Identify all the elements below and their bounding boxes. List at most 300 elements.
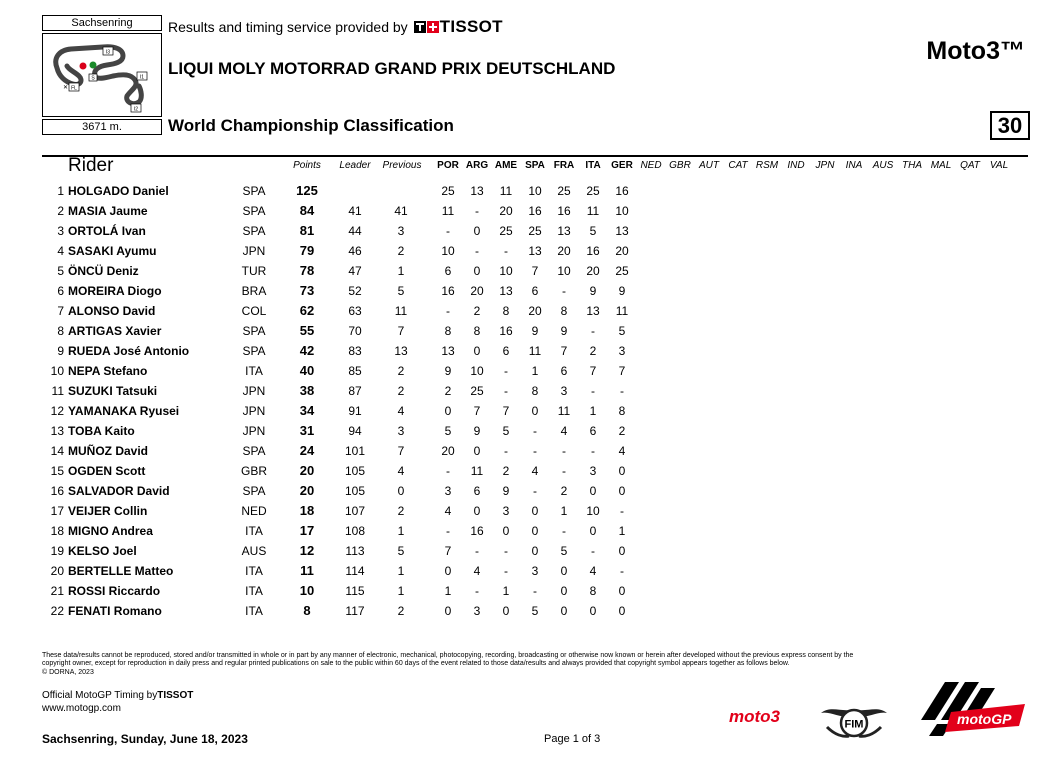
- race-points-spa: 4: [531, 464, 539, 478]
- race-points-fra: 6: [560, 364, 568, 378]
- race-points-arg: 0: [473, 224, 481, 238]
- rider-gap-previous: 0: [397, 484, 405, 498]
- rider-nation: SPA: [242, 484, 266, 498]
- race-points-fra: 9: [560, 324, 568, 338]
- race-points-spa: 20: [528, 304, 542, 318]
- rider-gap-previous: 3: [397, 424, 405, 438]
- header-race-ned: NED: [640, 160, 662, 171]
- rider-position: 16: [50, 484, 64, 498]
- header-race-por: POR: [437, 160, 459, 171]
- table-row: [0, 601, 1045, 621]
- race-points-ita: 20: [586, 264, 600, 278]
- race-points-por: 8: [444, 324, 452, 338]
- race-points-fra: 0: [560, 604, 568, 618]
- race-points-spa: -: [533, 584, 537, 598]
- race-points-spa: 25: [528, 224, 542, 238]
- header-race-cat: CAT: [728, 160, 748, 171]
- race-points-fra: 7: [560, 344, 568, 358]
- map-label-i2: I2: [133, 106, 139, 113]
- race-points-ita: 5: [589, 224, 597, 238]
- race-points-por: -: [446, 464, 450, 478]
- rider-nation: SPA: [242, 344, 266, 358]
- rider-points: 78: [299, 263, 315, 278]
- race-points-arg: 13: [470, 184, 484, 198]
- race-points-fra: 13: [557, 224, 571, 238]
- race-points-ita: 1: [589, 404, 597, 418]
- disclaimer-line: copyright owner, except for reproduction in daily press and regular printed publications on sale to the public within 60 days of the event related to those data/results and always provided that copyright symbol appears together as follows below.: [42, 660, 790, 668]
- tissot-t-icon: [414, 21, 426, 33]
- race-points-spa: 0: [531, 504, 539, 518]
- rider-points: 11: [300, 563, 314, 578]
- rider-gap-leader: 70: [348, 324, 362, 338]
- race-points-ame: 0: [502, 604, 510, 618]
- race-points-ame: 9: [502, 484, 510, 498]
- table-row: [0, 441, 1045, 461]
- rider-points: 84: [299, 203, 315, 218]
- rider-gap-leader: 94: [348, 424, 362, 438]
- race-points-ger: 13: [615, 224, 629, 238]
- race-points-arg: -: [475, 544, 479, 558]
- rider-nation: GBR: [240, 464, 267, 478]
- rider-name: MOREIRA Diogo: [68, 284, 162, 298]
- rider-position: 21: [50, 584, 64, 598]
- rider-points: 20: [299, 483, 315, 498]
- table-row: [0, 401, 1045, 421]
- rider-gap-leader: 87: [348, 384, 362, 398]
- rider-nation: JPN: [242, 384, 266, 398]
- rider-nation: SPA: [242, 324, 266, 338]
- rider-name: FENATI Romano: [68, 604, 162, 618]
- circuit-length: 3671 m.: [42, 119, 162, 135]
- race-points-fra: 25: [557, 184, 571, 198]
- rider-gap-previous: 1: [397, 584, 405, 598]
- rider-nation: BRA: [241, 284, 267, 298]
- table-row: [0, 181, 1045, 201]
- map-label-fl: ✕: [63, 85, 69, 91]
- race-points-por: 2: [444, 384, 452, 398]
- tissot-brand: TISSOT: [439, 17, 503, 36]
- race-points-por: 0: [444, 604, 452, 618]
- race-points-por: -: [446, 304, 450, 318]
- race-points-ger: 0: [618, 604, 626, 618]
- race-points-por: 9: [444, 364, 452, 378]
- race-points-ita: 6: [589, 424, 597, 438]
- race-points-ita: 3: [589, 464, 597, 478]
- standings-table: [0, 181, 1045, 621]
- race-points-spa: 0: [531, 404, 539, 418]
- rider-gap-leader: 105: [344, 464, 366, 478]
- race-points-por: 6: [444, 264, 452, 278]
- race-points-fra: 2: [560, 484, 568, 498]
- rider-position: 11: [51, 384, 64, 398]
- race-points-ita: 10: [586, 504, 600, 518]
- race-points-arg: 8: [473, 324, 481, 338]
- rider-name: SUZUKI Tatsuki: [68, 384, 158, 398]
- rider-gap-previous: 11: [394, 304, 408, 318]
- race-points-spa: 0: [531, 544, 539, 558]
- rider-nation: TUR: [241, 264, 267, 278]
- rider-gap-leader: 105: [344, 484, 366, 498]
- rider-gap-previous: 2: [397, 504, 405, 518]
- table-row: [0, 561, 1045, 581]
- table-row: [0, 481, 1045, 501]
- rider-name: KELSO Joel: [68, 544, 137, 558]
- table-row: [0, 241, 1045, 261]
- race-points-fra: -: [562, 524, 566, 538]
- rider-gap-previous: 7: [397, 444, 405, 458]
- rider-points: 81: [299, 223, 315, 238]
- race-points-fra: 8: [560, 304, 568, 318]
- race-points-por: 25: [441, 184, 455, 198]
- race-points-fra: 5: [560, 544, 568, 558]
- race-points-spa: -: [533, 424, 537, 438]
- rider-name: HOLGADO Daniel: [68, 184, 169, 198]
- table-row: [0, 201, 1045, 221]
- race-points-spa: 3: [531, 564, 539, 578]
- race-points-spa: -: [533, 444, 537, 458]
- moto3-logo: [727, 702, 791, 728]
- table-row: [0, 501, 1045, 521]
- race-points-ita: 8: [589, 584, 597, 598]
- race-points-por: -: [446, 224, 450, 238]
- map-label-i1: I1: [139, 74, 145, 81]
- race-points-ame: 8: [502, 304, 510, 318]
- map-label-fl-text: FL: [71, 85, 77, 92]
- race-points-ame: 2: [502, 464, 510, 478]
- rider-points: 20: [299, 463, 315, 478]
- rider-position: 6: [57, 284, 64, 298]
- race-points-ita: 11: [586, 204, 600, 218]
- timing-provider: [168, 17, 503, 37]
- rider-name: ORTOLÁ Ivan: [68, 224, 146, 238]
- rider-gap-leader: 46: [348, 244, 362, 258]
- rider-gap-previous: 2: [397, 244, 405, 258]
- race-points-por: 11: [441, 204, 455, 218]
- race-points-ita: 0: [589, 524, 597, 538]
- disclaimer-line: These data/results cannot be reproduced, stored and/or transmitted in whole or in part by any manner of electronic, mechanical, photocopying, recording, broadcasting or otherwise now known or herein after developed without the previous express consent by the: [42, 652, 854, 659]
- race-points-arg: -: [475, 584, 479, 598]
- rider-nation: NED: [241, 504, 267, 518]
- location-date: Sachsenring, Sunday, June 18, 2023: [42, 732, 248, 746]
- table-row: [0, 301, 1045, 321]
- race-points-spa: 13: [528, 244, 542, 258]
- moto3-logo-text: moto3: [729, 707, 780, 726]
- fim-logo-text: FIM: [844, 718, 864, 731]
- race-points-arg: 4: [473, 564, 481, 578]
- header-previous: Previous: [382, 160, 422, 171]
- classification-title: World Championship Classification: [168, 116, 454, 135]
- race-points-ame: 10: [499, 264, 513, 278]
- map-label-i3: I3: [105, 49, 111, 56]
- race-points-ame: -: [504, 244, 508, 258]
- table-row: [0, 321, 1045, 341]
- rider-position: 7: [57, 304, 64, 318]
- race-points-ger: 7: [618, 364, 626, 378]
- rider-name: MUÑOZ David: [68, 444, 149, 458]
- race-points-spa: 6: [531, 284, 539, 298]
- rider-nation: ITA: [245, 564, 263, 578]
- race-points-ita: -: [591, 384, 595, 398]
- header-race-arg: ARG: [465, 160, 489, 171]
- race-points-fra: 3: [560, 384, 568, 398]
- race-points-por: -: [446, 524, 450, 538]
- race-points-ger: 11: [615, 304, 629, 318]
- race-points-ger: 5: [618, 324, 626, 338]
- rider-name: NEPA Stefano: [68, 364, 148, 378]
- swiss-cross-icon: [427, 21, 439, 33]
- race-points-por: 4: [444, 504, 452, 518]
- rider-gap-previous: 2: [397, 604, 405, 618]
- race-points-ger: 16: [615, 184, 629, 198]
- race-points-ame: -: [504, 544, 508, 558]
- disclaimer-line: © DORNA, 2023: [42, 668, 94, 676]
- race-points-ame: 6: [502, 344, 510, 358]
- table-row: [0, 461, 1045, 481]
- race-points-fra: -: [562, 464, 566, 478]
- rider-gap-leader: 85: [348, 364, 362, 378]
- rider-gap-leader: 47: [348, 264, 362, 278]
- rider-position: 1: [57, 184, 64, 198]
- rider-gap-leader: 108: [344, 524, 366, 538]
- rider-gap-previous: 41: [394, 204, 408, 218]
- website-link[interactable]: www.motogp.com: [42, 703, 121, 714]
- rider-gap-leader: 114: [345, 564, 365, 578]
- page-number: Page 1 of 3: [544, 733, 601, 745]
- rider-name: OGDEN Scott: [68, 464, 146, 478]
- table-row: [0, 581, 1045, 601]
- rider-points: 12: [299, 543, 315, 558]
- race-points-ger: -: [620, 564, 624, 578]
- race-points-ita: 9: [589, 284, 597, 298]
- race-points-fra: 1: [560, 504, 568, 518]
- race-points-por: 1: [444, 584, 452, 598]
- race-points-arg: 25: [470, 384, 484, 398]
- fim-logo: [817, 699, 891, 741]
- official-prefix: Official MotoGP Timing by: [42, 690, 158, 701]
- rider-points: 42: [299, 343, 315, 358]
- race-points-por: 10: [441, 244, 455, 258]
- rider-gap-previous: 4: [397, 464, 405, 478]
- tissot-logo: [414, 17, 503, 37]
- copyright-disclaimer: [42, 652, 992, 677]
- race-points-arg: -: [475, 244, 479, 258]
- race-points-ger: -: [620, 504, 624, 518]
- table-row: [0, 381, 1045, 401]
- header-race-aut: AUT: [699, 160, 719, 171]
- rider-gap-leader: 44: [348, 224, 362, 238]
- rider-position: 15: [50, 464, 64, 478]
- rider-points: 55: [299, 323, 315, 338]
- rider-nation: AUS: [241, 544, 267, 558]
- race-points-fra: -: [562, 284, 566, 298]
- header-race-aus: AUS: [872, 160, 894, 171]
- race-points-spa: -: [533, 484, 537, 498]
- race-points-ame: 20: [499, 204, 513, 218]
- category-title: Moto3™: [926, 37, 1025, 65]
- rider-gap-leader: 41: [348, 204, 362, 218]
- table-row: [0, 281, 1045, 301]
- header-race-qat: QAT: [960, 160, 980, 171]
- rider-points: 17: [299, 523, 315, 538]
- race-points-ame: 7: [502, 404, 510, 418]
- provider-text: Results and timing service provided by: [168, 19, 408, 35]
- rider-gap-previous: 3: [397, 224, 405, 238]
- race-points-spa: 8: [531, 384, 539, 398]
- rider-points: 31: [299, 423, 315, 438]
- race-points-spa: 11: [528, 344, 542, 358]
- race-points-ame: 3: [502, 504, 510, 518]
- rider-gap-leader: 117: [345, 604, 365, 618]
- race-points-spa: 1: [531, 364, 539, 378]
- round-number: 30: [990, 111, 1030, 140]
- rider-gap-leader: 113: [345, 544, 365, 558]
- motogp-logo-text: motoGP: [957, 711, 1012, 727]
- rider-nation: SPA: [242, 444, 266, 458]
- race-points-fra: 10: [557, 264, 571, 278]
- race-points-arg: -: [475, 204, 479, 218]
- rider-position: 9: [57, 344, 64, 358]
- rider-name: RUEDA José Antonio: [68, 344, 190, 358]
- race-points-por: 13: [441, 344, 455, 358]
- race-points-ita: 0: [589, 484, 597, 498]
- race-points-ita: 7: [589, 364, 597, 378]
- race-points-ger: 0: [618, 484, 626, 498]
- race-points-ame: 16: [499, 324, 513, 338]
- rider-points: 34: [299, 403, 315, 418]
- rider-name: ARTIGAS Xavier: [68, 324, 162, 338]
- race-points-por: 7: [444, 544, 452, 558]
- race-points-arg: 0: [473, 444, 481, 458]
- rider-points: 10: [299, 583, 315, 598]
- rider-gap-previous: 7: [397, 324, 405, 338]
- rider-name: ALONSO David: [68, 304, 156, 318]
- table-row: [0, 261, 1045, 281]
- race-points-ger: 20: [615, 244, 629, 258]
- race-points-fra: 4: [560, 424, 568, 438]
- rider-name: TOBA Kaito: [68, 424, 135, 438]
- rider-gap-leader: 63: [348, 304, 362, 318]
- race-points-fra: 11: [557, 404, 571, 418]
- header-leader: Leader: [339, 160, 371, 171]
- rider-position: 13: [50, 424, 64, 438]
- rider-points: 125: [296, 183, 318, 198]
- rider-name: YAMANAKA Ryusei: [68, 404, 180, 418]
- table-row: [0, 221, 1045, 241]
- race-points-ame: 1: [502, 584, 510, 598]
- race-points-fra: -: [562, 444, 566, 458]
- race-points-ame: -: [504, 384, 508, 398]
- race-points-ger: 3: [618, 344, 626, 358]
- rider-nation: SPA: [242, 204, 266, 218]
- race-points-ame: 13: [499, 284, 513, 298]
- race-points-ger: 0: [618, 584, 626, 598]
- rider-name: SASAKI Ayumu: [68, 244, 157, 258]
- rider-points: 73: [299, 283, 315, 298]
- header-rider: Rider: [68, 155, 114, 176]
- rider-position: 2: [57, 204, 64, 218]
- race-points-arg: 20: [470, 284, 484, 298]
- rider-nation: ITA: [245, 524, 263, 538]
- race-points-ger: 8: [618, 404, 626, 418]
- motogp-logo: [911, 676, 1029, 740]
- race-points-arg: 9: [473, 424, 481, 438]
- race-points-ita: -: [591, 324, 595, 338]
- table-row: [0, 541, 1045, 561]
- race-points-arg: 3: [473, 604, 481, 618]
- rider-gap-leader: 83: [348, 344, 362, 358]
- rider-position: 10: [50, 364, 64, 378]
- header-race-fra: FRA: [553, 160, 575, 171]
- official-brand: TISSOT: [157, 690, 194, 701]
- race-points-por: 16: [441, 284, 455, 298]
- rider-nation: JPN: [242, 404, 266, 418]
- race-points-por: 3: [444, 484, 452, 498]
- rider-nation: SPA: [242, 184, 266, 198]
- race-points-spa: 7: [531, 264, 539, 278]
- race-points-ger: 10: [615, 204, 629, 218]
- rider-gap-previous: 1: [397, 264, 405, 278]
- rider-name: MASIA Jaume: [68, 204, 148, 218]
- race-points-fra: 20: [557, 244, 571, 258]
- rider-name: MIGNO Andrea: [68, 524, 153, 538]
- race-points-ita: 4: [589, 564, 597, 578]
- circuit-name: Sachsenring: [42, 15, 162, 31]
- race-points-spa: 16: [528, 204, 542, 218]
- race-points-fra: 16: [557, 204, 571, 218]
- rider-gap-previous: 13: [394, 344, 408, 358]
- race-points-ame: 11: [499, 184, 513, 198]
- header-race-ina: INA: [845, 160, 863, 171]
- race-points-arg: 7: [473, 404, 481, 418]
- rider-points: 62: [299, 303, 315, 318]
- rider-position: 12: [50, 404, 64, 418]
- race-points-fra: 0: [560, 564, 568, 578]
- race-points-ger: 25: [615, 264, 629, 278]
- race-points-ame: -: [504, 364, 508, 378]
- header-race-mal: MAL: [930, 160, 952, 171]
- race-points-por: 5: [444, 424, 452, 438]
- race-points-arg: 16: [470, 524, 484, 538]
- race-points-ita: 25: [586, 184, 600, 198]
- table-row: [0, 421, 1045, 441]
- race-points-por: 0: [444, 404, 452, 418]
- race-points-arg: 0: [473, 344, 481, 358]
- race-points-ger: 0: [618, 464, 626, 478]
- rider-position: 22: [50, 604, 64, 618]
- race-points-ger: 9: [618, 284, 626, 298]
- race-points-arg: 6: [473, 484, 481, 498]
- rider-points: 79: [299, 243, 315, 258]
- rider-name: ÖNCÜ Deniz: [68, 264, 139, 278]
- rider-points: 18: [299, 503, 315, 518]
- race-points-arg: 11: [470, 464, 484, 478]
- table-row: [0, 341, 1045, 361]
- race-points-ita: -: [591, 444, 595, 458]
- rider-nation: ITA: [245, 364, 263, 378]
- rider-nation: ITA: [245, 584, 263, 598]
- rider-gap-previous: 1: [397, 524, 405, 538]
- table-row: [0, 521, 1045, 541]
- rider-points: 24: [299, 443, 315, 458]
- race-points-arg: 2: [473, 304, 481, 318]
- rider-nation: SPA: [242, 224, 266, 238]
- rider-name: VEIJER Collin: [68, 504, 148, 518]
- race-points-ger: 2: [618, 424, 626, 438]
- race-points-spa: 10: [528, 184, 542, 198]
- race-points-ita: -: [591, 544, 595, 558]
- rider-nation: COL: [241, 304, 267, 318]
- header-race-ita: ITA: [585, 160, 601, 171]
